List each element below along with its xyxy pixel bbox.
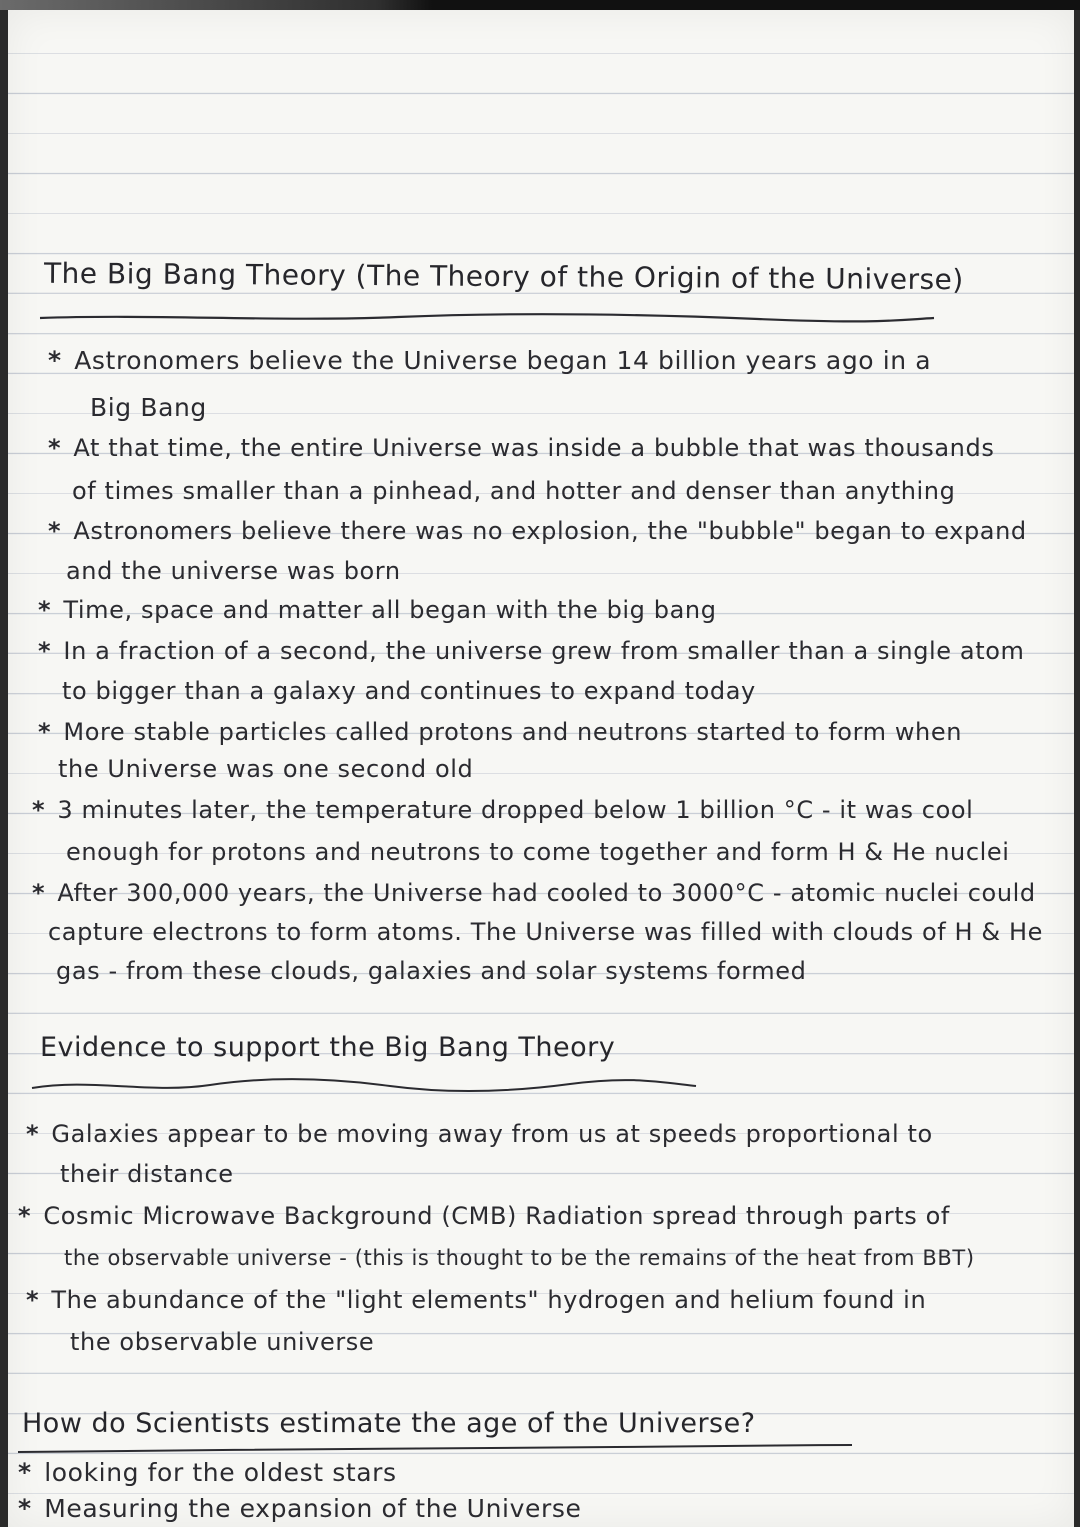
bullet-line: * Astronomers believe the Universe began 14 billion years ago in a: [48, 346, 932, 375]
bullet-star: *: [38, 637, 52, 665]
section-title-age: How do Scientists estimate the age of the Universe?: [22, 1408, 756, 1439]
bullet-star: *: [38, 718, 52, 746]
bullet-line: * The abundance of the "light elements" hydrogen and helium found in: [26, 1286, 927, 1314]
bullet-star: *: [18, 1494, 32, 1523]
bullet-star: *: [48, 517, 62, 545]
bullet-line-cont: capture electrons to form atoms. The Universe was filled with clouds of H & He: [48, 918, 1043, 946]
bullet-star: *: [32, 796, 46, 824]
bullet-line-cont: the Universe was one second old: [58, 755, 474, 783]
bullet-line: * In a fraction of a second, the universe grew from smaller than a single atom: [38, 637, 1025, 665]
bullet-line: * At that time, the entire Universe was inside a bubble that was thousands: [48, 434, 995, 462]
bullet-star: *: [26, 1120, 40, 1148]
bullet-star: *: [48, 346, 62, 375]
bullet-line-cont: of times smaller than a pinhead, and hotter and denser than anything: [72, 477, 956, 505]
bullet-line-cont: and the universe was born: [66, 557, 401, 585]
bullet-star: *: [26, 1286, 40, 1314]
bullet-line-cont: enough for protons and neutrons to come together and form H & He nuclei: [66, 838, 1010, 866]
bullet-line: * looking for the oldest stars: [18, 1458, 397, 1487]
photo-top-edge: [0, 0, 1080, 10]
bullet-star: *: [48, 434, 62, 462]
bullet-line: * 3 minutes later, the temperature dropped below 1 billion °C - it was cool: [32, 796, 974, 824]
bullet-line: * Astronomers believe there was no explosion, the "bubble" began to expand: [48, 517, 1027, 545]
bullet-star: *: [38, 596, 52, 624]
bullet-line-cont: gas - from these clouds, galaxies and solar systems formed: [56, 957, 807, 985]
notebook-page: [8, 10, 1074, 1527]
title-underline: [16, 1442, 856, 1456]
bullet-line: * Time, space and matter all began with the big bang: [38, 596, 717, 624]
bullet-line-cont: the observable universe: [70, 1328, 375, 1356]
title-underline: [30, 1074, 700, 1096]
section-title-evidence: Evidence to support the Big Bang Theory: [40, 1032, 616, 1063]
bullet-line: * Measuring the expansion of the Universe: [18, 1494, 582, 1523]
section-title-big-bang: The Big Bang Theory (The Theory of the Origin of the Universe): [43, 256, 964, 297]
title-underline: [38, 310, 938, 326]
bullet-line-cont: to bigger than a galaxy and continues to expand today: [62, 677, 756, 705]
bullet-line: * Cosmic Microwave Background (CMB) Radiation spread through parts of: [18, 1202, 950, 1230]
bullet-star: *: [18, 1202, 32, 1230]
bullet-line-cont: the observable universe - (this is thought to be the remains of the heat from BBT): [64, 1246, 975, 1270]
bullet-line: * Galaxies appear to be moving away from us at speeds proportional to: [26, 1120, 933, 1148]
bullet-star: *: [18, 1458, 32, 1487]
bullet-star: *: [32, 879, 46, 907]
bullet-line: * After 300,000 years, the Universe had cooled to 3000°C - atomic nuclei could: [32, 879, 1036, 907]
bullet-line-cont: their distance: [60, 1160, 234, 1188]
bullet-line: * More stable particles called protons and neutrons started to form when: [38, 718, 963, 746]
bullet-line-cont: Big Bang: [90, 393, 207, 422]
